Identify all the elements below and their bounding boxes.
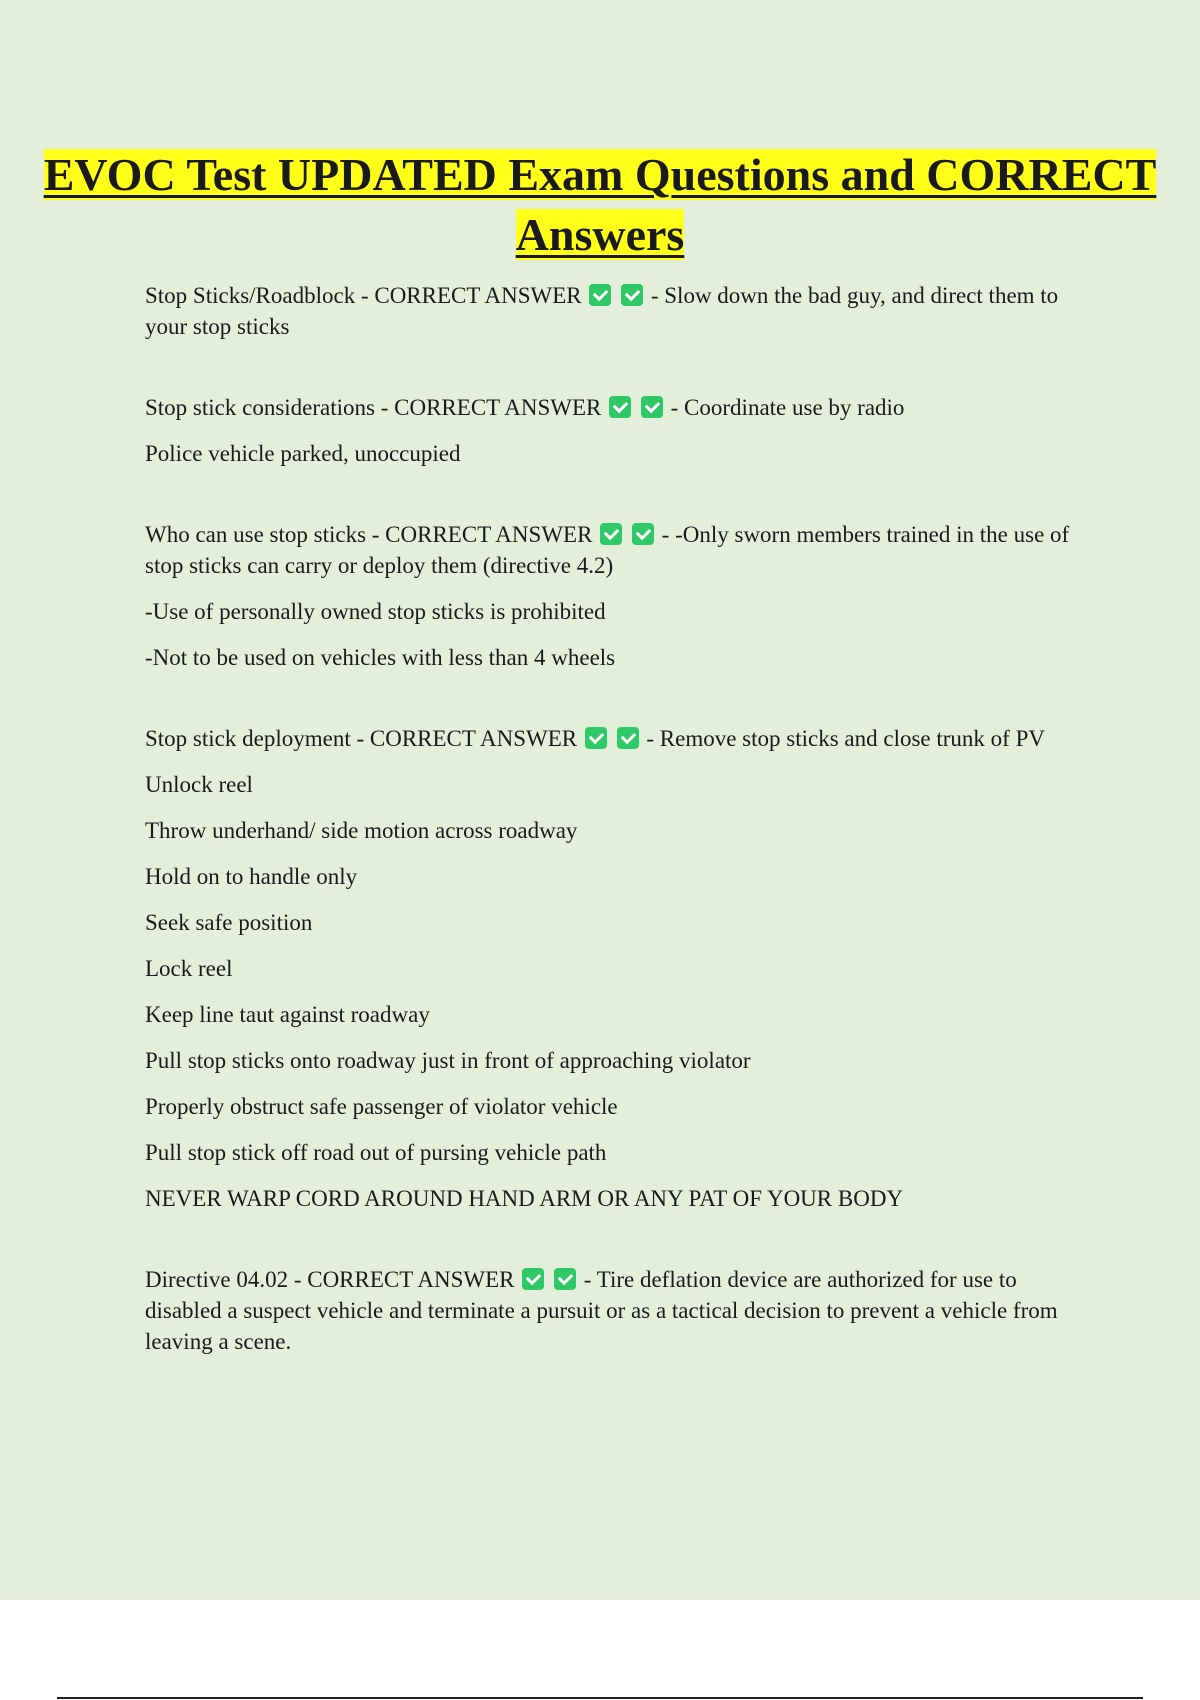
qa-entry — [145, 280, 1095, 342]
qa-entry — [145, 392, 1095, 469]
qa-answer: - Tire deflation device are authorized for use to disabled a suspect vehicle and terminate a pursuit or as a tactical decision to prevent a vehicle from leaving a scene. — [145, 1267, 1058, 1354]
check-icon — [554, 1268, 576, 1290]
qa-answer: - Coordinate use by radio — [670, 395, 905, 420]
qa-answer-line: Pull stop stick off road out of pursing vehicle path — [145, 1140, 607, 1165]
check-icon — [609, 396, 631, 418]
qa-term: Stop stick considerations - CORRECT ANSWER — [145, 395, 602, 420]
qa-entry — [145, 723, 1095, 1214]
title-block — [0, 145, 1200, 265]
qa-question-line — [145, 1264, 1095, 1357]
qa-term: Stop stick deployment - CORRECT ANSWER — [145, 726, 578, 751]
qa-answer: - Slow down the bad guy, and direct them to your stop sticks — [145, 283, 1059, 339]
qa-question-line — [145, 280, 1095, 342]
page-title — [0, 145, 1200, 265]
qa-content — [145, 280, 1095, 1407]
qa-answer-line: Keep line taut against roadway — [145, 1002, 430, 1027]
qa-answer-line: -Not to be used on vehicles with less than 4 wheels — [145, 645, 616, 670]
qa-entry — [145, 519, 1095, 673]
check-icon — [600, 523, 622, 545]
qa-term: Stop Sticks/Roadblock - CORRECT ANSWER — [145, 283, 582, 308]
qa-answer-line: -Use of personally owned stop sticks is prohibited — [145, 599, 606, 624]
page-title-text: EVOC Test UPDATED Exam Questions and CORRECT Answers — [43, 149, 1157, 260]
check-icon — [522, 1268, 544, 1290]
qa-question-line — [145, 723, 1095, 754]
check-icon — [641, 396, 663, 418]
qa-answer-line: NEVER WARP CORD AROUND HAND ARM OR ANY PAT OF YOUR BODY — [145, 1186, 904, 1211]
qa-answer-line: Pull stop sticks onto roadway just in front of approaching violator — [145, 1048, 751, 1073]
footer-divider — [57, 1697, 1143, 1699]
qa-answer-line: Police vehicle parked, unoccupied — [145, 441, 461, 466]
qa-term: Directive 04.02 - CORRECT ANSWER — [145, 1267, 515, 1292]
check-icon — [632, 523, 654, 545]
qa-term: Who can use stop sticks - CORRECT ANSWER — [145, 522, 593, 547]
qa-entry — [145, 1264, 1095, 1357]
check-icon — [621, 284, 643, 306]
check-icon — [617, 727, 639, 749]
qa-answer-line: Seek safe position — [145, 910, 313, 935]
qa-question-line — [145, 519, 1095, 581]
qa-answer-line: Lock reel — [145, 956, 233, 981]
check-icon — [585, 727, 607, 749]
qa-answer-line: Hold on to handle only — [145, 864, 358, 889]
qa-answer-line: Throw underhand/ side motion across roadway — [145, 818, 578, 843]
qa-question-line — [145, 392, 1095, 423]
qa-answer-line: Unlock reel — [145, 772, 253, 797]
check-icon — [589, 284, 611, 306]
qa-answer: - -Only sworn members trained in the use of stop sticks can carry or deploy them (directive 4.2) — [145, 522, 1070, 578]
qa-answer-line: Properly obstruct safe passenger of violator vehicle — [145, 1094, 618, 1119]
qa-answer: - Remove stop sticks and close trunk of PV — [646, 726, 1045, 751]
